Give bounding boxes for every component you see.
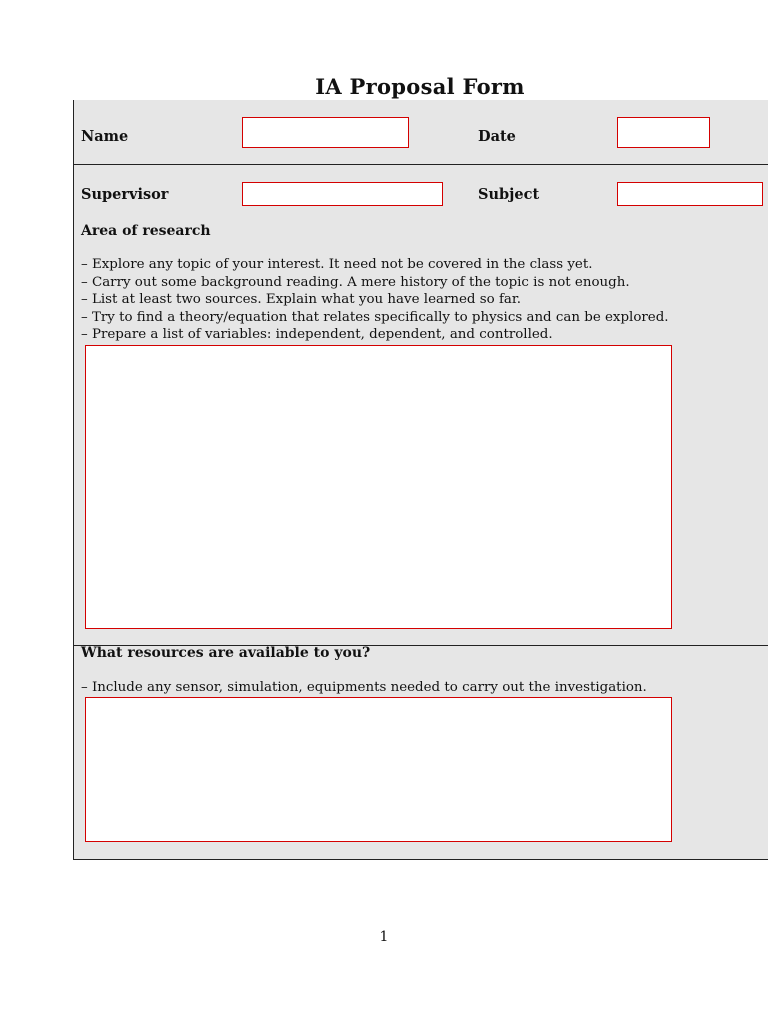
subject-field[interactable] [617,182,763,206]
name-label: Name [81,128,129,145]
area-bullet: – List at least two sources. Explain what you have learned so far. [81,292,522,307]
area-of-research-textbox[interactable] [85,345,672,629]
area-of-research-heading: Area of research [81,223,211,239]
area-bullet: – Try to find a theory/equation that relates specifically to physics and can be explored. [81,310,669,325]
form-title: IA Proposal Form [315,74,525,99]
subject-label: Subject [478,186,540,203]
date-label: Date [478,128,516,145]
resources-bullet: – Include any sensor, simulation, equipments needed to carry out the investigation. [81,680,647,695]
area-bullet: – Prepare a list of variables: independent, dependent, and controlled. [81,327,553,342]
resources-heading: What resources are available to you? [81,645,371,661]
supervisor-label: Supervisor [81,186,169,203]
supervisor-field[interactable] [242,182,443,206]
page-number: 1 [379,929,389,945]
resources-textbox[interactable] [85,697,672,842]
date-field[interactable] [617,117,710,148]
area-bullet: – Explore any topic of your interest. It need not be covered in the class yet. [81,257,593,272]
divider-line [73,164,768,165]
area-bullet: – Carry out some background reading. A mere history of the topic is not enough. [81,275,630,290]
name-field[interactable] [242,117,409,148]
